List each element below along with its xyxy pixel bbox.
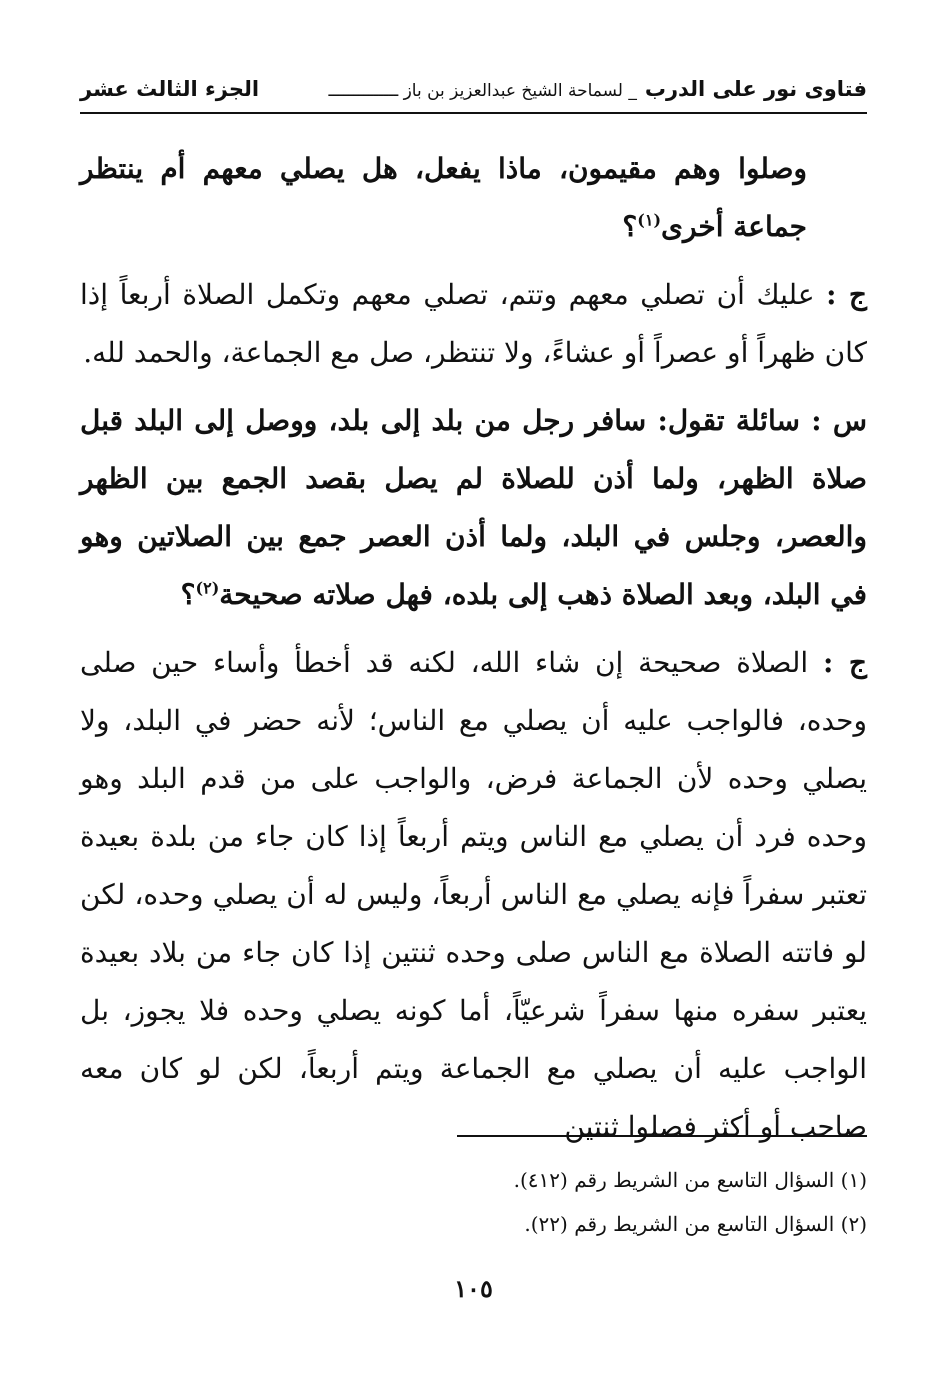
footnote-text: السؤال التاسع من الشريط رقم (٢٢). (524, 1212, 835, 1236)
footnote-ref: (١) (637, 210, 662, 230)
paragraph-text: وصلوا وهم مقيمون، ماذا يفعل، هل يصلي معهم أم ينتظر جماعة أخرى (80, 152, 807, 243)
question-prefix: س : (811, 404, 868, 437)
paragraph-text: الصلاة صحيحة إن شاء الله، لكنه قد أخطأ وأساء حين صلى وحده، فالواجب عليه أن يصلي مع الناس؛ لأنه حضر في البلد، ولا يصلي وحده لأن الجماعة فرض، والواجب على من قدم البلد وهو وحده فرد أن يصلي مع الناس ويتم أربعاً إذا كان جاء من بلدة بعيدة تعتبر سفراً فإنه يصلي مع الناس أربعاً، وليس له أن يصلي وحده، لكن لو فاتته الصلاة مع الناس صلى وحده ثنتين إذا كان جاء من بلاد بعيدة يعتبر سفره منها سفراً شرعيّاً، أما كونه يصلي وحده فلا يجوز، بل الواجب عليه أن يصلي مع الجماعة ويتم أربعاً، لكن لو كان معه صاحب أو أكثر فصلوا ثنتين (80, 646, 867, 1143)
footnotes (80, 1158, 867, 1246)
answer-paragraph (80, 266, 867, 382)
answer-prefix: ج : (822, 646, 867, 679)
footnote-number: (٢) (840, 1212, 867, 1236)
header-author: _ لسماحة الشيخ عبدالعزيز بن باز ــــــــــــــ (328, 81, 637, 101)
paragraph-suffix: ؟ (622, 210, 638, 243)
answer-paragraph (80, 634, 867, 1156)
footnote-ref: (٢) (195, 578, 220, 598)
header-book-title: فتاوى نور على الدرب (644, 77, 867, 101)
page-number: ١٠٥ (454, 1274, 493, 1303)
paragraph-suffix: ؟ (180, 578, 196, 611)
footnote-item (80, 1158, 867, 1202)
footnote-item (80, 1202, 867, 1246)
running-header (80, 72, 867, 114)
header-book-info (328, 77, 867, 101)
paragraph-text: عليك أن تصلي معهم وتتم، تصلي معهم وتكمل الصلاة أربعاً إذا كان ظهراً أو عصراً أو عشاءً، ولا تنتظر، صل مع الجماعة، والحمد لله. (80, 278, 867, 369)
page-body (80, 140, 867, 1166)
paragraph-text: سائلة تقول: سافر رجل من بلد إلى بلد، ووصل إلى البلد قبل صلاة الظهر، ولما أذن للصلاة لم يصل بقصد الجمع بين الظهر والعصر، وجلس في البلد، ولما أذن العصر جمع بين الصلاتين وهو في البلد، وبعد الصلاة ذهب إلى بلده، فهل صلاته صحيحة (80, 404, 867, 611)
footnote-divider (457, 1135, 867, 1137)
question-continuation (80, 140, 867, 256)
footnote-number: (١) (840, 1168, 867, 1192)
header-part: الجزء الثالث عشر (80, 77, 260, 101)
question-paragraph (80, 392, 867, 624)
answer-prefix: ج : (826, 278, 867, 311)
footnote-text: السؤال التاسع من الشريط رقم (٤١٢). (513, 1168, 835, 1192)
